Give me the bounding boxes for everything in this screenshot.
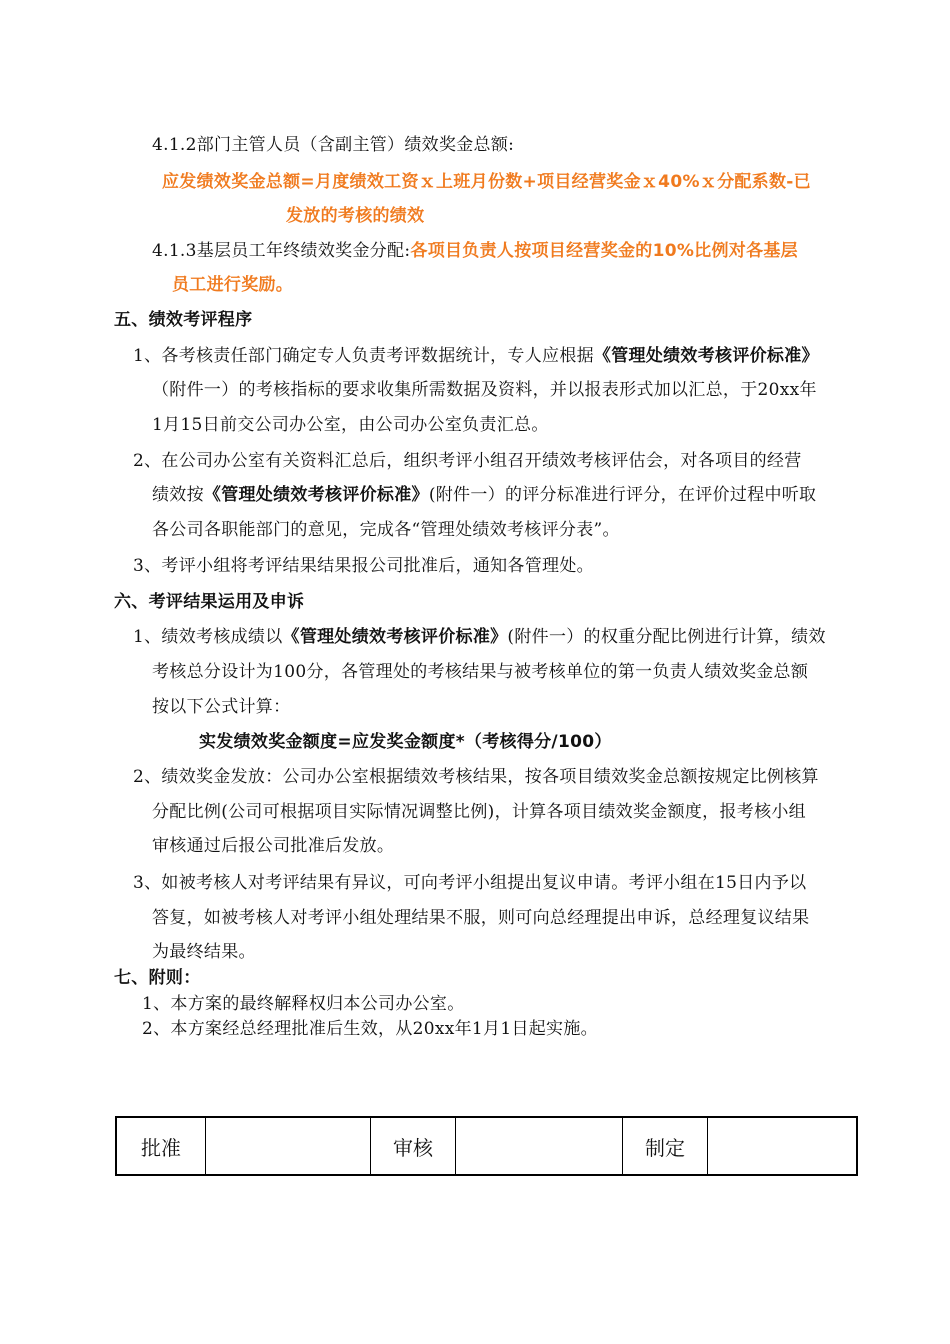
section5-heading: 五、绩效考评程序	[114, 310, 253, 330]
section5-p1-line1	[133, 346, 819, 366]
review-label: 审核	[371, 1117, 456, 1175]
section7-p1: 1、本方案的最终解释权归本公司办公室。	[142, 994, 465, 1014]
section6-heading: 六、考评结果运用及申诉	[114, 592, 305, 612]
section5-p1-line3: 1月15日前交公司办公室，由公司办公室负责汇总。	[152, 415, 549, 435]
s413-line1	[152, 241, 798, 261]
approve-label: 批准	[116, 1117, 206, 1175]
section6-p2-line1: 2、绩效奖金发放：公司办公室根据绩效考核结果，按各项目绩效奖金总额按规定比例核算	[133, 767, 819, 787]
section5-p2-standard-ref: 《管理处绩效考核评价标准》	[203, 485, 429, 505]
signature-row	[116, 1117, 857, 1175]
signature-table	[115, 1116, 858, 1176]
section5-p3: 3、考评小组将考评结果结果报公司批准后，通知各管理处。	[133, 556, 594, 576]
section5-p1-line2: （附件一）的考核指标的要求收集所需数据及资料，并以报表形式加以汇总，于20xx年	[152, 380, 817, 400]
section7-p2: 2、本方案经总经理批准后生效，从20xx年1月1日起实施。	[142, 1019, 598, 1039]
section6-p3-line3: 为最终结果。	[152, 942, 256, 962]
section5-p2-line2	[152, 485, 816, 505]
section5-p1-standard-ref: 《管理处绩效考核评价标准》	[593, 346, 819, 366]
s412-title: 4.1.2部门主管人员（含副主管）绩效奖金总额:	[152, 135, 515, 155]
section6-p3-line1: 3、如被考核人对考评结果有异议，可向考评小组提出复议申请。考评小组在15日内予以	[133, 873, 807, 893]
section5-p2-line1: 2、在公司办公室有关资料汇总后，组织考评小组召开绩效考核评估会，对各项目的经营	[133, 451, 802, 471]
prepare-label: 制定	[623, 1117, 708, 1175]
section5-p2-text-c: (附件一）的评分标准进行评分，在评价过程中听取	[428, 485, 817, 505]
s412-formula-line2: 发放的考核的绩效	[286, 206, 425, 226]
s413-highlight-line1: 各项目负责人按项目经营奖金的10%比例对各基层	[410, 241, 798, 261]
section5-p1-text: 1、各考核责任部门确定专人负责考评数据统计，专人应根据	[133, 346, 594, 366]
section6-p1-line2: 考核总分设计为100分，各管理处的考核结果与被考核单位的第一负责人绩效奖金总额	[152, 662, 809, 682]
s413-highlight-line2: 员工进行奖励。	[172, 275, 294, 295]
section5-p2-line3: 各公司各职能部门的意见，完成各“管理处绩效考核评分表”。	[152, 520, 620, 540]
section6-p1-line3: 按以下公式计算：	[152, 697, 291, 717]
section6-formula: 实发绩效奖金额度=应发奖金额度*（考核得分/100）	[199, 732, 612, 752]
section6-p1-standard-ref: 《管理处绩效考核评价标准》	[282, 627, 508, 647]
section6-p2-line2: 分配比例(公司可根据项目实际情况调整比例)，计算各项目绩效奖金额度，报考核小组	[152, 802, 806, 822]
prepare-value-cell[interactable]	[708, 1117, 858, 1175]
approve-value-cell[interactable]	[206, 1117, 371, 1175]
section6-p1-line1	[133, 627, 826, 647]
s412-formula-line1: 应发绩效奖金总额=月度绩效工资ｘ上班月份数+项目经营奖金ｘ40%ｘ分配系数-已	[162, 172, 811, 192]
review-value-cell[interactable]	[456, 1117, 623, 1175]
section6-p3-line2: 答复，如被考核人对考评小组处理结果不服，则可向总经理提出申诉，总经理复议结果	[152, 908, 810, 928]
s413-prefix: 4.1.3基层员工年终绩效奖金分配:	[152, 241, 411, 261]
section6-p2-line3: 审核通过后报公司批准后发放。	[152, 836, 395, 856]
section6-p1-text-a: 1、绩效考核成绩以	[133, 627, 283, 647]
section6-p1-text-c: (附件一）的权重分配比例进行计算，绩效	[507, 627, 826, 647]
section7-heading: 七、附则：	[114, 968, 201, 988]
section5-p2-text-a: 绩效按	[152, 485, 204, 505]
